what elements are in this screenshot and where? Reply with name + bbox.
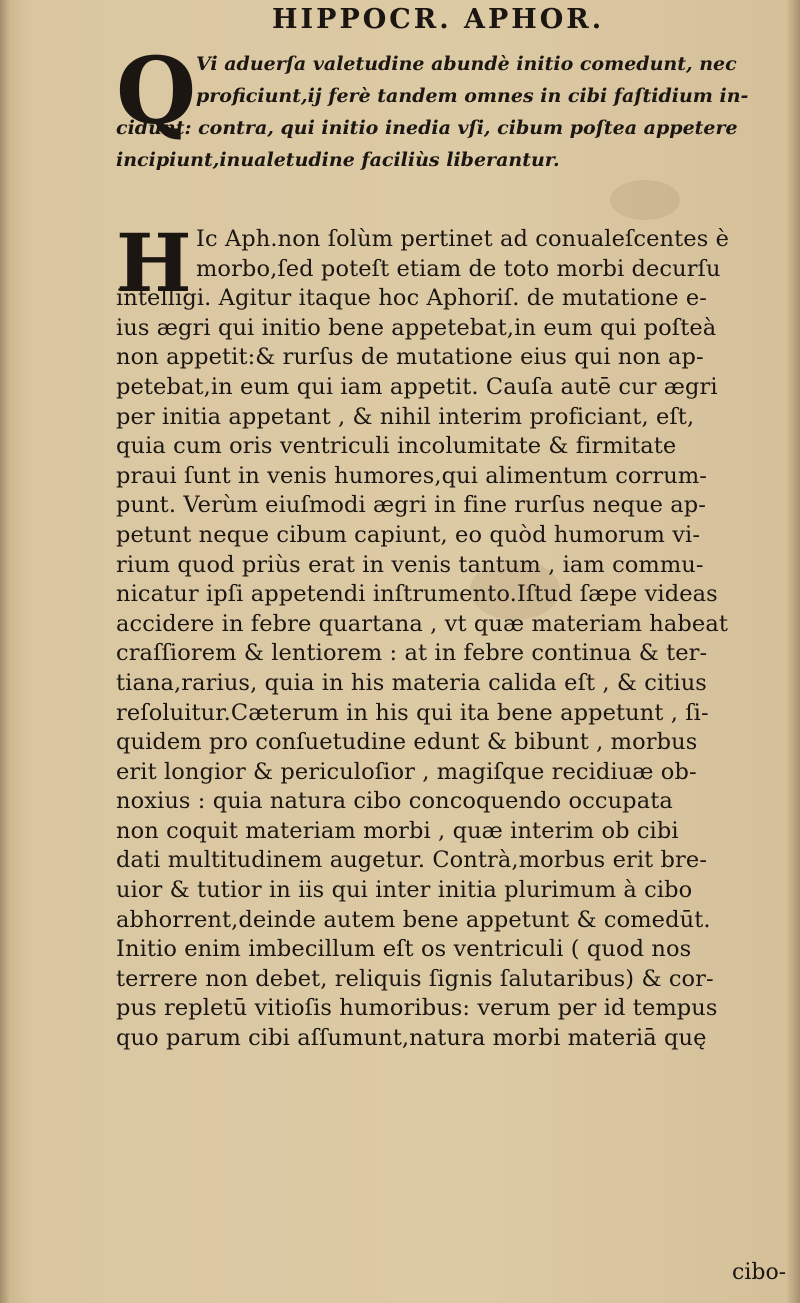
commentary-line: rium quod priùs erat in venis tantum , iam commu- [116, 551, 704, 578]
commentary-line: quo parum cibi aſſumunt,natura morbi materiā quę [116, 1025, 707, 1052]
commentary-line: uior & tutior in iis qui inter initia plurimum à cibo [116, 877, 693, 904]
aphorism-line: proficiunt,ij ferè tandem omnes in cibi faſtidium in- [196, 85, 749, 107]
commentary-line: intelligi. Agitur itaque hoc Aphoriſ. de mutatione e- [116, 285, 708, 312]
commentary-line: pus repletū vitioſis humoribus: verum per id tempus [116, 995, 718, 1022]
aphorism-line: incipiunt,inualetudine faciliùs liberantur. [116, 149, 560, 171]
paper-stain [610, 180, 680, 220]
aphorism-line: cidunt: contra, qui initio inedia vſi, cibum poſtea appetere [116, 117, 738, 139]
commentary-line: noxius : quia natura cibo concoquendo occupata [116, 788, 673, 815]
commentary-line: punt. Verùm eiuſmodi ægri in fine rurſus neque ap- [116, 492, 707, 519]
commentary-line: reſoluitur.Cæterum in his qui ita bene appetunt , ſi- [116, 699, 709, 726]
aphorism-dropcap: Q [116, 37, 197, 145]
commentary-line: nicatur ipſi appetendi inſtrumento.Iſtud ſæpe videas [116, 581, 718, 608]
commentary-line: craſſiorem & lentiorem : at in febre continua & ter- [116, 640, 708, 667]
commentary-line: quia cum oris ventriculi incolumitate & firmitate [116, 433, 677, 460]
catchword: cibo- [732, 1260, 787, 1285]
commentary-line: petunt neque cibum capiunt, eo quòd humorum vi- [116, 521, 701, 548]
commentary-dropcap: H [116, 216, 192, 310]
page-edge-shadow [786, 0, 800, 1303]
commentary-line: non appetit:& rurſus de mutatione eius qui non ap- [116, 344, 704, 371]
aphorism-block [116, 37, 784, 176]
commentary-line: quidem pro conſuetudine edunt & bibunt , morbus [116, 729, 698, 756]
commentary-block [116, 216, 784, 1054]
aphorism-line: Vi aduerſa valetudine abundè initio comedunt, nec [196, 53, 737, 75]
commentary-line: non coquit materiam morbi , quæ interim ob cibi [116, 817, 679, 844]
commentary-line: abhorrent,deinde autem bene appetunt & comedūt. [116, 906, 711, 933]
commentary-line: morbo,ſed poteſt etiam de toto morbi decurſu [196, 255, 721, 282]
commentary-line: petebat,in eum qui iam appetit. Cauſa autē cur ægri [116, 373, 718, 400]
commentary-line: tiana,rarius, quia in his materia calida eſt , & citius [116, 669, 707, 696]
commentary-line: terrere non debet, reliquis ſignis ſalutaribus) & cor- [116, 965, 714, 992]
commentary-line: praui ſunt in venis humores,qui alimentum corrum- [116, 462, 707, 489]
commentary-line: per initia appetant , & nihil interim proficiant, eſt, [116, 403, 695, 430]
running-head: HIPPOCR. APHOR. [272, 4, 605, 35]
commentary-line: dati multitudinem augetur. Contrà,morbus erit bre- [116, 847, 708, 874]
commentary-line: ius ægri qui initio bene appetebat,in eum qui poſteà [116, 314, 717, 341]
commentary-line: accidere in febre quartana , vt quæ materiam habeat [116, 610, 728, 637]
commentary-line: Ic Aph.non ſolùm pertinet ad conualeſcentes è [196, 226, 730, 252]
commentary-line: erit longior & periculoſior , magiſque recidiuæ ob- [116, 758, 697, 785]
commentary-line: Initio enim imbecillum eſt os ventriculi ( quod nos [116, 936, 692, 963]
